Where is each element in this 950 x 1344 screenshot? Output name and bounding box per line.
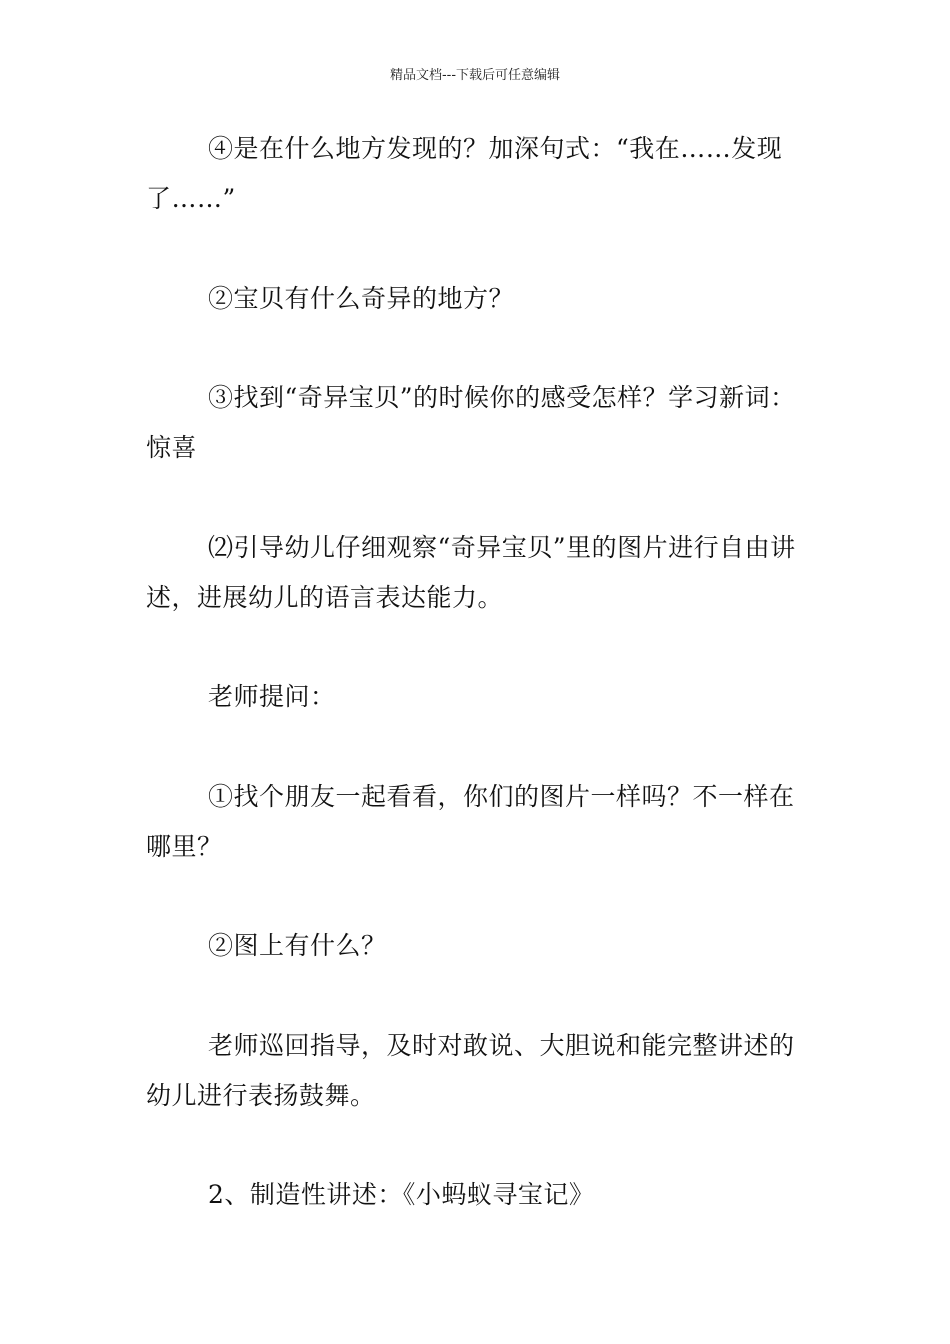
paragraph-find-friend: ①找个朋友一起看看，你们的图片一样吗？不一样在哪里？ (146, 782, 795, 861)
paragraph-discovery-location: ④是在什么地方发现的？加深句式：“我在……发现了……” (146, 134, 783, 213)
paragraph-guide-observation: ⑵引导幼儿仔细观察“奇异宝贝”里的图片进行自由讲述，进展幼儿的语言表达能力。 (146, 533, 796, 612)
paragraph-creative-narration: 2、制造性讲述：《小蚂蚁寻宝记》 (208, 1180, 595, 1209)
paragraph-what-in-picture: ②图上有什么？ (208, 931, 387, 960)
paragraph-treasure-features: ②宝贝有什么奇异的地方？ (208, 284, 515, 313)
paragraph-feeling-new-word: ③找到“奇异宝贝”的时候你的感受怎样？学习新词：惊喜 (146, 383, 796, 462)
paragraph-teacher-guidance: 老师巡回指导，及时对敢说、大胆说和能完整讲述的幼儿进行表扬鼓舞。 (146, 1031, 795, 1110)
page-header: 精品文档---下载后可任意编辑 (389, 68, 561, 83)
paragraph-teacher-questions-heading: 老师提问： (208, 682, 336, 711)
